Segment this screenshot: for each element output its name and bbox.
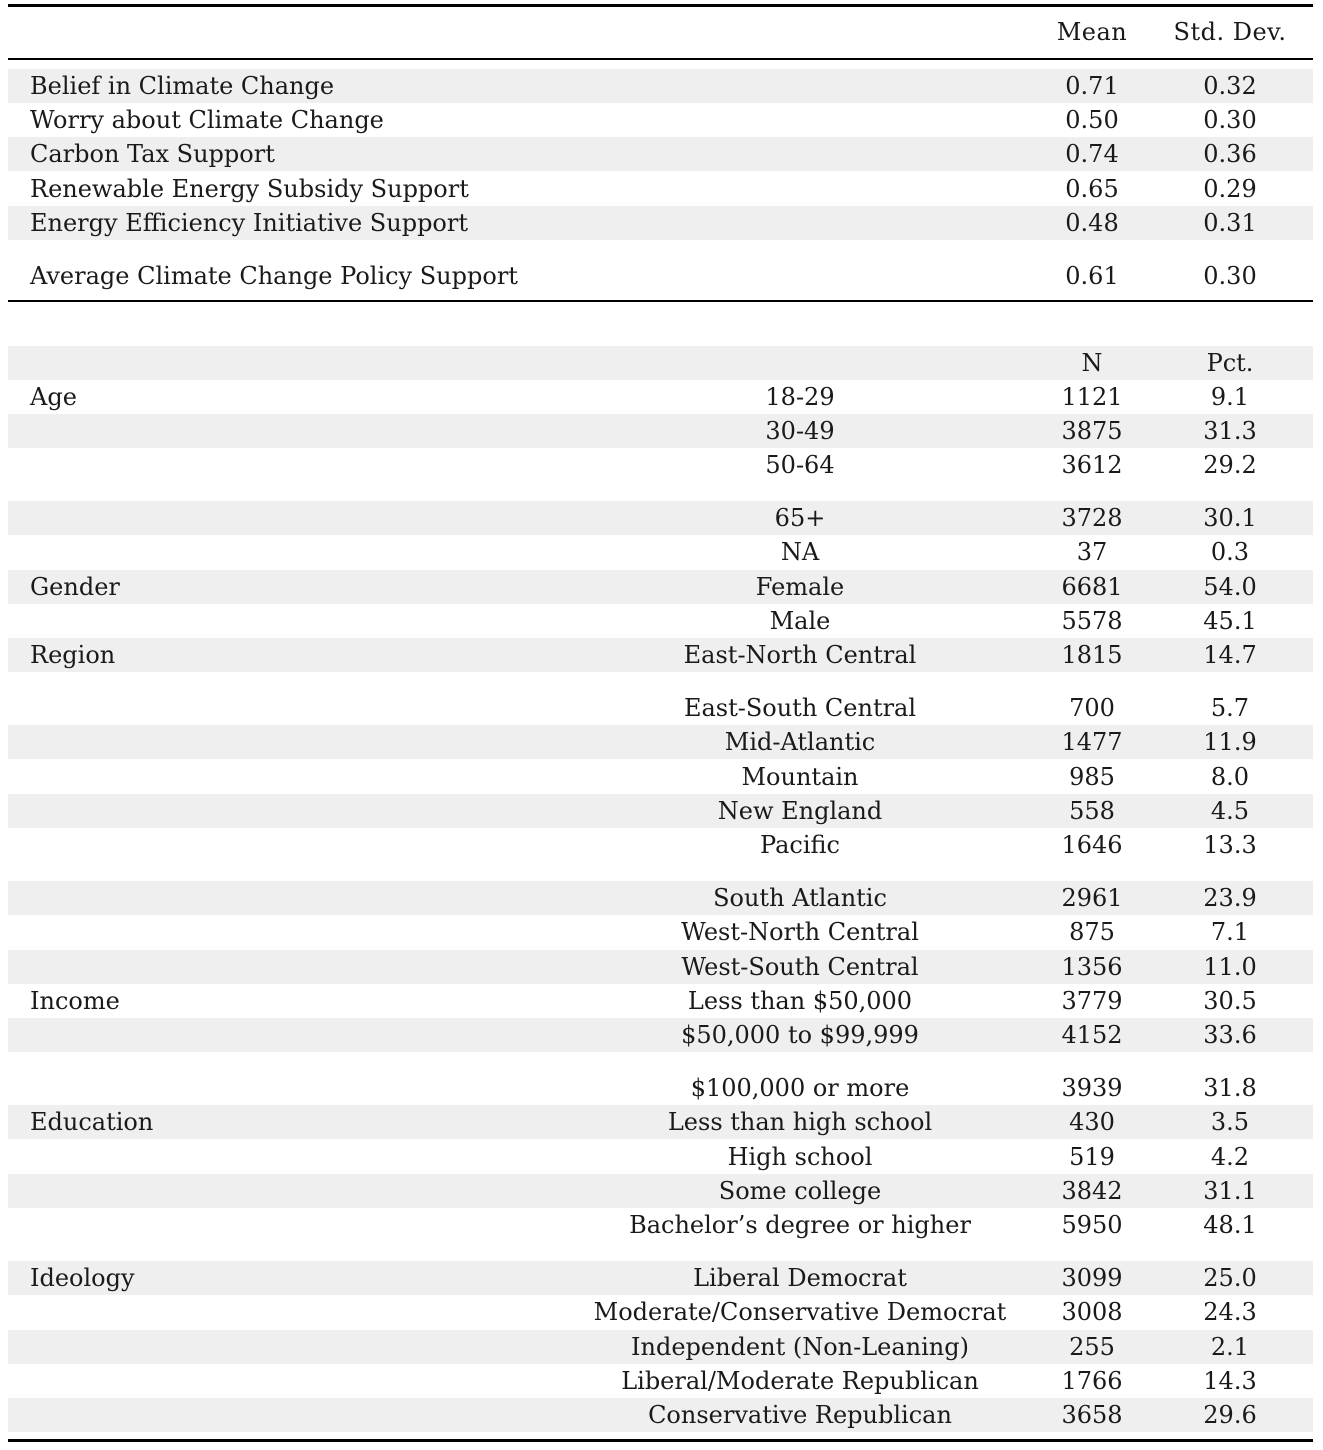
table-row: [8, 1330, 1313, 1364]
table-row: [8, 380, 1313, 414]
group-label: Age: [30, 383, 77, 411]
category-label: Liberal Democrat: [693, 1264, 907, 1292]
group-label: Income: [30, 987, 120, 1015]
table-row: [8, 638, 1313, 672]
pct-value: 8.0: [1210, 763, 1250, 791]
n-value: 1477: [1061, 728, 1123, 756]
category-label: Independent (Non-Leaning): [631, 1333, 969, 1361]
pct-value: 7.1: [1210, 918, 1250, 946]
header-mid-rule: [8, 58, 1313, 60]
category-label: Liberal/Moderate Republican: [621, 1367, 979, 1395]
category-label: Moderate/Conservative Democrat: [593, 1298, 1007, 1326]
category-label: West-North Central: [681, 918, 919, 946]
category-label: 65+: [774, 504, 826, 532]
pct-value: 29.6: [1203, 1401, 1257, 1429]
mean-value: 0.71: [1065, 72, 1119, 100]
n-value: 430: [1069, 1108, 1115, 1136]
group-label: Gender: [30, 573, 120, 601]
std-dev-header: Std. Dev.: [1173, 18, 1287, 46]
n-header: N: [1081, 349, 1103, 377]
pct-value: 45.1: [1203, 607, 1257, 635]
pct-value: 11.0: [1203, 953, 1257, 981]
category-label: Male: [769, 607, 831, 635]
pct-value: 4.5: [1210, 797, 1250, 825]
table-row: [8, 570, 1313, 604]
table-row: [8, 1140, 1313, 1174]
variable-label: Average Climate Change Policy Support: [30, 262, 518, 290]
top-table-bottom-rule: [8, 300, 1313, 302]
pct-value: 0.3: [1210, 538, 1250, 566]
bottom-table-header-row: [8, 346, 1313, 380]
pct-value: 5.7: [1210, 694, 1250, 722]
category-label: Less than $50,000: [687, 987, 913, 1015]
table-row: [8, 206, 1313, 240]
group-label: Region: [30, 641, 116, 669]
n-value: 5950: [1061, 1211, 1123, 1239]
std-dev-value: 0.30: [1203, 262, 1257, 290]
pct-value: 11.9: [1203, 728, 1257, 756]
group-label: Education: [30, 1108, 154, 1136]
category-label: Some college: [718, 1177, 882, 1205]
pct-value: 24.3: [1203, 1298, 1257, 1326]
mean-header: Mean: [1056, 18, 1128, 46]
table-row: [8, 881, 1313, 915]
pct-value: 31.3: [1203, 417, 1257, 445]
table-row: [8, 760, 1313, 794]
pct-value: 54.0: [1203, 573, 1257, 601]
category-label: $100,000 or more: [690, 1074, 910, 1102]
table-row: [8, 259, 1313, 293]
pct-value: 25.0: [1203, 1264, 1257, 1292]
pct-header: Pct.: [1206, 349, 1254, 377]
std-dev-value: 0.29: [1203, 175, 1257, 203]
category-label: West-South Central: [681, 953, 919, 981]
pct-value: 33.6: [1203, 1021, 1257, 1049]
category-label: 50-64: [765, 451, 835, 479]
mean-value: 0.50: [1065, 106, 1119, 134]
n-value: 3779: [1061, 987, 1123, 1015]
table-row: [8, 1295, 1313, 1329]
table-row: [8, 1071, 1313, 1105]
n-value: 1766: [1061, 1367, 1123, 1395]
n-value: 4152: [1061, 1021, 1123, 1049]
table-row: [8, 448, 1313, 482]
category-label: East-North Central: [683, 641, 917, 669]
n-value: 3939: [1061, 1074, 1123, 1102]
category-label: High school: [727, 1143, 873, 1171]
pct-value: 13.3: [1203, 831, 1257, 859]
table-row: [8, 1174, 1313, 1208]
bottom-rule: [8, 1439, 1313, 1442]
table-row: [8, 984, 1313, 1018]
pct-value: 14.3: [1203, 1367, 1257, 1395]
variable-label: Belief in Climate Change: [30, 72, 335, 100]
pct-value: 31.1: [1203, 1177, 1257, 1205]
n-value: 37: [1076, 538, 1108, 566]
n-value: 3099: [1061, 1264, 1123, 1292]
category-label: NA: [780, 538, 820, 566]
category-label: Mountain: [741, 763, 859, 791]
pct-value: 9.1: [1210, 383, 1250, 411]
table-row: [8, 1364, 1313, 1398]
variable-label: Energy Efficiency Initiative Support: [30, 209, 468, 237]
n-value: 519: [1069, 1143, 1115, 1171]
n-value: 3875: [1061, 417, 1123, 445]
n-value: 1815: [1061, 641, 1123, 669]
table-row: [8, 535, 1313, 569]
std-dev-value: 0.31: [1203, 209, 1257, 237]
pct-value: 30.5: [1203, 987, 1257, 1015]
pct-value: 3.5: [1210, 1108, 1250, 1136]
category-label: Less than high school: [667, 1108, 933, 1136]
table-row: [8, 604, 1313, 638]
pct-value: 2.1: [1210, 1333, 1250, 1361]
table-row: [8, 103, 1313, 137]
n-value: 6681: [1061, 573, 1123, 601]
category-label: Female: [755, 573, 845, 601]
table-row: [8, 725, 1313, 759]
pct-value: 30.1: [1203, 504, 1257, 532]
top-rule: [8, 4, 1313, 7]
n-value: 5578: [1061, 607, 1123, 635]
n-value: 700: [1069, 694, 1115, 722]
n-value: 1356: [1061, 953, 1123, 981]
category-label: Pacific: [760, 831, 840, 859]
category-label: Bachelor’s degree or higher: [629, 1211, 971, 1239]
table-row: [8, 172, 1313, 206]
table-row: [8, 414, 1313, 448]
n-value: 1646: [1061, 831, 1123, 859]
table-row: [8, 1208, 1313, 1242]
category-label: Mid-Atlantic: [724, 728, 876, 756]
n-value: 3008: [1061, 1298, 1123, 1326]
n-value: 255: [1069, 1333, 1115, 1361]
n-value: 558: [1069, 797, 1115, 825]
top-table-header-row: [8, 15, 1313, 49]
std-dev-value: 0.30: [1203, 106, 1257, 134]
n-value: 2961: [1061, 884, 1123, 912]
table-row: [8, 1261, 1313, 1295]
category-label: New England: [717, 797, 883, 825]
std-dev-value: 0.36: [1203, 140, 1257, 168]
mean-value: 0.74: [1065, 140, 1119, 168]
group-label: Ideology: [30, 1264, 135, 1292]
category-label: Conservative Republican: [648, 1401, 952, 1429]
pct-value: 29.2: [1203, 451, 1257, 479]
mean-value: 0.65: [1065, 175, 1119, 203]
table-row: [8, 691, 1313, 725]
category-label: South Atlantic: [713, 884, 887, 912]
variable-label: Renewable Energy Subsidy Support: [30, 175, 469, 203]
pct-value: 31.8: [1203, 1074, 1257, 1102]
table-row: [8, 137, 1313, 171]
category-label: 30-49: [765, 417, 835, 445]
pct-value: 48.1: [1203, 1211, 1257, 1239]
table-row: [8, 1398, 1313, 1432]
n-value: 985: [1069, 763, 1115, 791]
variable-label: Carbon Tax Support: [30, 140, 275, 168]
n-value: 3658: [1061, 1401, 1123, 1429]
n-value: 875: [1069, 918, 1115, 946]
table-row: [8, 69, 1313, 103]
n-value: 3728: [1061, 504, 1123, 532]
variable-label: Worry about Climate Change: [30, 106, 384, 134]
pct-value: 23.9: [1203, 884, 1257, 912]
table-row: [8, 950, 1313, 984]
pct-value: 4.2: [1210, 1143, 1250, 1171]
n-value: 1121: [1061, 383, 1123, 411]
table-row: [8, 501, 1313, 535]
n-value: 3842: [1061, 1177, 1123, 1205]
category-label: 18-29: [765, 383, 835, 411]
table-row: [8, 794, 1313, 828]
table-row: [8, 915, 1313, 949]
table-row: [8, 1105, 1313, 1139]
n-value: 3612: [1061, 451, 1123, 479]
std-dev-value: 0.32: [1203, 72, 1257, 100]
category-label: $50,000 to $99,999: [681, 1021, 919, 1049]
table-row: [8, 828, 1313, 862]
pct-value: 14.7: [1203, 641, 1257, 669]
category-label: East-South Central: [683, 694, 917, 722]
mean-value: 0.48: [1065, 209, 1119, 237]
table-row: [8, 1018, 1313, 1052]
mean-value: 0.61: [1065, 262, 1119, 290]
